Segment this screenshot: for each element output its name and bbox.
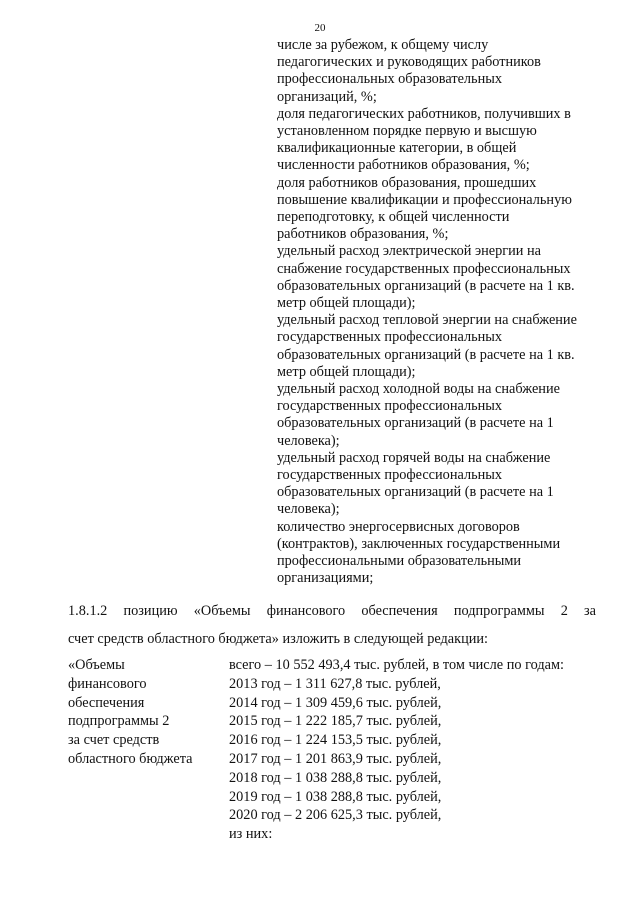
- funding-year-line: 2019 год – 1 038 288,8 тыс. рублей,: [229, 788, 442, 805]
- indicator-line: установленном порядке первую и высшую: [277, 123, 537, 140]
- indicator-line: повышение квалификации и профессиональную: [277, 191, 572, 208]
- indicator-list: [277, 37, 607, 588]
- indicator-line: доля работников образования, прошедших: [277, 174, 537, 191]
- paragraph-word: 2: [560, 603, 568, 619]
- label-line: за счет средств: [68, 732, 160, 749]
- amendment-paragraph-line-2: счет средств областного бюджета» изложить в следующей редакции:: [68, 631, 488, 647]
- indicator-line: образовательных организаций (в расчете на 1: [277, 484, 554, 501]
- indicator-line: метр общей площади);: [277, 295, 416, 312]
- indicator-line: удельный расход холодной воды на снабжение: [277, 381, 560, 398]
- label-line: обеспечения: [68, 694, 145, 711]
- indicator-line: работников образования, %;: [277, 226, 449, 243]
- indicator-line: профессиональных образовательных: [277, 71, 502, 88]
- indicator-line: человека);: [277, 501, 340, 518]
- indicator-line: переподготовку, к общей численности: [277, 209, 510, 226]
- indicator-line: удельный расход тепловой энергии на снабжение: [277, 312, 577, 329]
- indicator-line: квалификационные категории, в общей: [277, 140, 517, 157]
- funding-year-line: 2017 год – 1 201 863,9 тыс. рублей,: [229, 750, 442, 767]
- indicator-line: (контрактов), заключенных государственными: [277, 535, 561, 552]
- label-line: финансового: [68, 675, 147, 692]
- funding-value-cell: [229, 656, 609, 844]
- indicator-line: доля педагогических работников, получивших в: [277, 105, 571, 122]
- funding-year-line: 2015 год – 1 222 185,7 тыс. рублей,: [229, 713, 442, 730]
- indicator-line: метр общей площади);: [277, 363, 416, 380]
- paragraph-word: финансового: [266, 603, 346, 619]
- paragraph-word: подпрограммы: [453, 603, 545, 619]
- paragraph-word: 1.8.1.2: [68, 603, 108, 619]
- funding-year-line: 2020 год – 2 206 625,3 тыс. рублей,: [229, 807, 442, 824]
- funding-year-line: 2018 год – 1 038 288,8 тыс. рублей,: [229, 769, 442, 786]
- paragraph-word: «Объемы: [193, 603, 251, 619]
- indicator-line: образовательных организаций (в расчете на 1: [277, 415, 554, 432]
- indicator-line: профессиональными образовательными: [277, 553, 522, 570]
- indicator-line: государственных профессиональных: [277, 398, 503, 415]
- paragraph-word: за: [584, 603, 596, 619]
- label-line: «Объемы: [68, 657, 125, 673]
- funding-of-which-line: из них:: [229, 826, 273, 843]
- amendment-paragraph-line-1: [68, 601, 596, 621]
- paragraph-word: обеспечения: [361, 603, 438, 619]
- indicator-line: организациями;: [277, 570, 374, 587]
- indicator-line: педагогических и руководящих работников: [277, 54, 541, 71]
- indicator-line: снабжение государственных профессиональных: [277, 260, 571, 277]
- indicator-line: удельный расход электрической энергии на: [277, 243, 542, 260]
- label-line: подпрограммы 2: [68, 713, 170, 730]
- funding-total-line: всего – 10 552 493,4 тыс. рублей, в том числе по годам:: [229, 657, 564, 673]
- page-number: 20: [314, 22, 326, 34]
- funding-year-line: 2014 год – 1 309 459,6 тыс. рублей,: [229, 694, 442, 711]
- paragraph-word: позицию: [123, 603, 178, 619]
- indicator-line: количество энергосервисных договоров: [277, 518, 520, 535]
- funding-year-line: 2016 год – 1 224 153,5 тыс. рублей,: [229, 732, 442, 749]
- indicator-line: человека);: [277, 432, 340, 449]
- funding-label-cell: [68, 656, 218, 769]
- indicator-line: государственных профессиональных: [277, 329, 503, 346]
- indicator-line: числе за рубежом, к общему числу: [277, 37, 489, 53]
- indicator-line: численности работников образования, %;: [277, 157, 530, 174]
- indicator-line: образовательных организаций (в расчете на 1 кв.: [277, 346, 575, 363]
- indicator-line: удельный расход горячей воды на снабжение: [277, 449, 551, 466]
- indicator-line: образовательных организаций (в расчете на 1 кв.: [277, 277, 575, 294]
- funding-year-line: 2013 год – 1 311 627,8 тыс. рублей,: [229, 675, 441, 692]
- indicator-line: организаций, %;: [277, 88, 377, 105]
- indicator-line: государственных профессиональных: [277, 467, 503, 484]
- label-line: областного бюджета: [68, 750, 193, 767]
